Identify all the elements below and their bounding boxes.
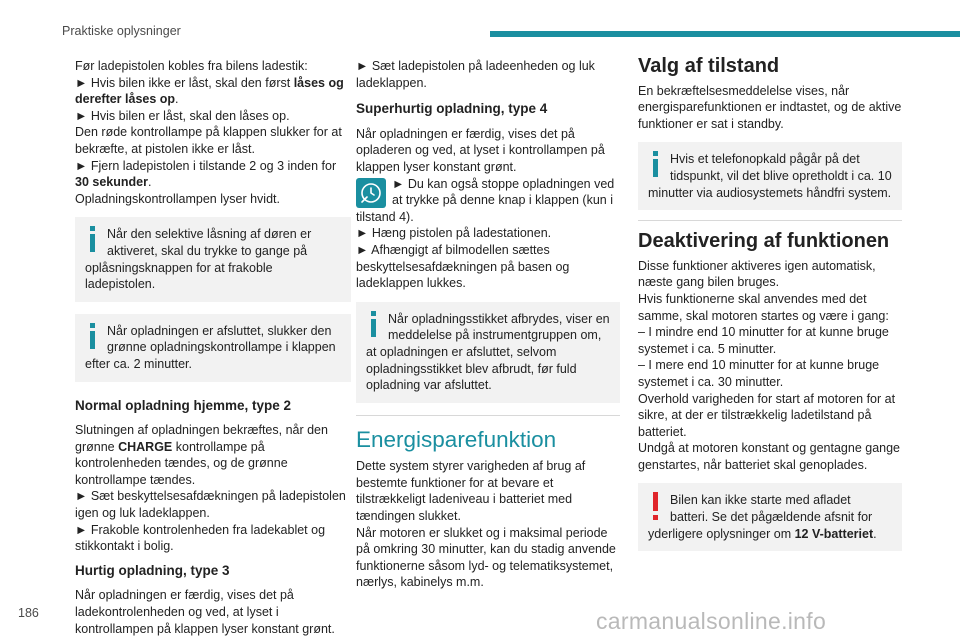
info-note [75, 217, 351, 301]
paragraph: ► Afhængigt af bilmodellen sættes beskyttelsesafdækningen på basen og ladeklappen lukkes. [356, 242, 570, 291]
info-icon [366, 311, 384, 341]
paragraph: – I mindre end 10 minutter for at kunne bruge systemet i ca. 5 minutter. [638, 325, 889, 356]
paragraph: Overhold varigheden for start af motoren for at sikre, at der er tilstrækkelig ladetilstand på batteriet. [638, 391, 896, 439]
paragraph: En bekræftelsesmeddelelse vises, når energisparefunktionen er indtastet, og de aktive funktioner er sat i standby. [638, 83, 902, 131]
paragraph: Den røde kontrollampe på klappen slukker for at bekræfte, at pistolen ikke er låst. [75, 125, 342, 156]
section-divider [638, 220, 902, 221]
paragraph: Når opladningen er færdig, vises det på ladekontrolenheden og ved, at lyset i kontrollampen på klappen lyser konstant grønt. [75, 588, 335, 636]
charge-stop-button-icon [356, 178, 386, 208]
running-header: Praktiske oplysninger [62, 24, 181, 38]
page-number: 186 [18, 606, 39, 620]
paragraph: Dette system styrer varigheden af brug af bestemte funktioner for at bevare et tilstrækkeligt ladeniveau i batteriet med tændingen slukket. [356, 459, 586, 524]
info-icon [648, 151, 666, 181]
paragraph: ► Hæng pistolen på ladestationen. [356, 226, 552, 241]
info-note [638, 142, 902, 210]
note-text: Når opladningen er afsluttet, slukker den grønne opladningskontrollampe i klappen efter ca. 2 minutter. [85, 323, 336, 371]
section-heading: Normal opladning hjemme, type 2 [75, 397, 292, 413]
section-heading: Hurtig opladning, type 3 [75, 562, 230, 578]
paragraph: ► Sæt beskyttelsesafdækningen på ladepistolen igen og luk ladeklappen. [75, 489, 346, 521]
watermark: carmanualsonline.info [596, 608, 827, 634]
info-note [75, 314, 351, 382]
info-note [356, 302, 620, 403]
paragraph: Opladningskontrollampen lyser hvidt. [75, 191, 280, 206]
column-3 [638, 55, 902, 559]
section-heading: Superhurtig opladning, type 4 [356, 101, 548, 117]
paragraph: ► Hvis bilen ikke er låst, skal den først låses og derefter låses op. [75, 75, 344, 107]
note-text: Bilen kan ikke starte med afladet batteri. Se det pågældende afsnit for yderligere oplysninger om 12 V-batteriet. [648, 493, 877, 541]
column-2 [356, 58, 620, 591]
paragraph: Før ladepistolen kobles fra bilens ladestik: [75, 59, 308, 73]
paragraph: Når opladningen er færdig, vises det på opladeren og ved, at lyset i kontrollampen på klappen lyser konstant grønt. [356, 126, 605, 174]
header-accent-bar [490, 31, 960, 37]
warning-icon [648, 492, 666, 522]
section-heading: Deaktivering af funktionen [638, 230, 890, 253]
chapter-heading: Energisparefunktion [356, 426, 557, 452]
info-icon [85, 323, 103, 353]
paragraph: Hvis funktionerne skal anvendes med det samme, skal motoren startes og være i gang: [638, 291, 889, 323]
warning-note [638, 483, 902, 551]
paragraph: ► Frakoble kontrolenheden fra ladekablet og stikkontakt i bolig. [75, 522, 326, 554]
paragraph: Undgå at motoren konstant og gentagne gange genstartes, når batteriet skal genoplades. [638, 441, 901, 472]
section-heading: Valg af tilstand [638, 55, 780, 77]
column-1 [75, 58, 351, 637]
note-text: Hvis et telefonopkald pågår på det tidspunkt, vil det blive opretholdt i ca. 10 minutter via audiosystemets håndfri system. [648, 152, 892, 200]
paragraph: ► Du kan også stoppe opladningen ved at trykke på denne knap i klappen (kun i tilstand 4). [356, 176, 615, 224]
paragraph: Slutningen af opladningen bekræftes, når den grønne CHARGE kontrollampe på kontrolenheden tændes, og de grønne kontrollampe tændes. [75, 423, 328, 487]
note-text: Når opladningsstikket afbrydes, viser en meddelelse på instrumentgruppen om, at opladningen er afsluttet, selvom opladningsstikket blev afbrudt, før fuld opladning var afsluttet. [366, 311, 610, 393]
section-divider [356, 415, 620, 416]
paragraph: ► Sæt ladepistolen på ladeenheden og luk ladeklappen. [356, 59, 595, 90]
paragraph: Når motoren er slukket og i maksimal periode på omkring 30 minutter, kan du stadig anvende funktionerne såsom lyd- og telematiksystemet, nærlys, kabinelys m.m. [356, 525, 616, 590]
info-icon [85, 226, 103, 256]
paragraph: – I mere end 10 minutter for at kunne bruge systemet i ca. 30 minutter. [638, 358, 880, 389]
paragraph: ► Hvis bilen er låst, skal den låses op. [75, 108, 290, 123]
paragraph: ► Fjern ladepistolen i tilstande 2 og 3 inden for 30 sekunder. [75, 158, 337, 190]
paragraph: Disse funktioner aktiveres igen automatisk, næste gang bilen bruges. [638, 258, 876, 290]
note-text: Når den selektive låsning af døren er aktiveret, skal du trykke to gange på oplåsningsknappen for at frakoble ladepistolen. [85, 227, 312, 292]
